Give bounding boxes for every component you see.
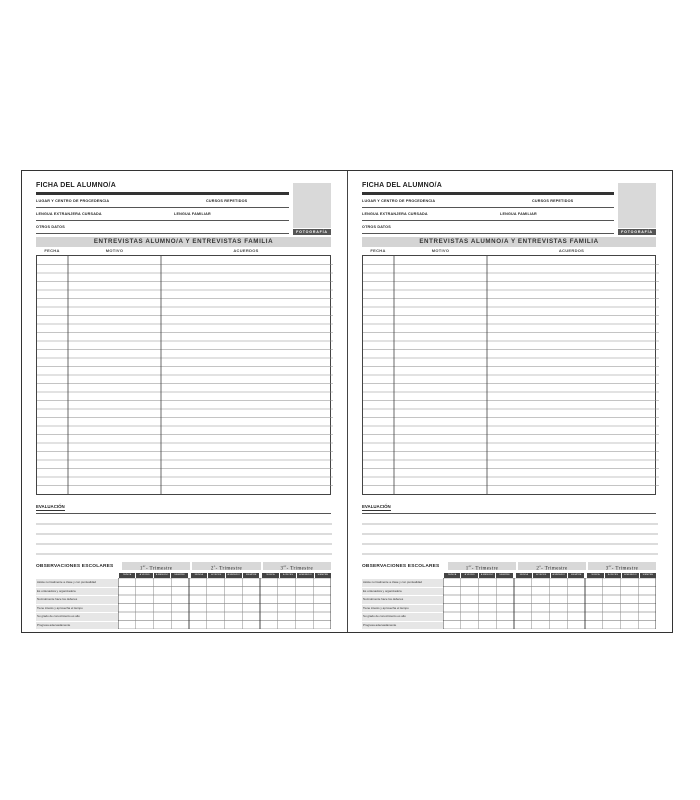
- scale-label: NUNCA: [119, 573, 135, 578]
- trimester-sup: er: [608, 564, 612, 568]
- observation-row-label: Tiene interés y aprovecha el tiempo: [36, 605, 118, 613]
- evaluation-box: [36, 513, 331, 556]
- student-header: [362, 178, 656, 234]
- field-row-2: [36, 208, 289, 221]
- trimester-num: 3: [605, 566, 609, 572]
- col-acuerdos: ACUERDOS: [233, 248, 259, 253]
- observations-title: OBSERVACIONES ESCOLARES: [362, 563, 440, 569]
- trimester-1: [122, 562, 190, 570]
- field-row-1: [36, 195, 289, 208]
- scale-label: A MENUDO: [480, 574, 494, 576]
- trimester-3: [588, 562, 656, 570]
- field-row-3: [36, 221, 289, 234]
- section-title: ENTREVISTAS ALUMNO/A Y ENTREVISTAS FAMILIA: [362, 237, 656, 247]
- scale-label: NUNCA: [516, 573, 532, 578]
- col-motivo: MOTIVO: [105, 248, 124, 253]
- scale-label: NUNCA: [262, 573, 278, 578]
- trimester-2: [518, 562, 586, 570]
- trimester-sup: o: [213, 564, 216, 568]
- col-fecha: FECHA: [44, 248, 60, 253]
- observation-row-label: Tiene interés y aprovecha el tiempo: [362, 605, 443, 613]
- field-lengua-extranjera-label: LENGUA EXTRANJERA CURSADA: [36, 212, 102, 216]
- scale-label: A MENUDO: [227, 574, 240, 576]
- trimester-3: [263, 562, 331, 570]
- scale-label: A VECES: [208, 573, 224, 578]
- field-row-2: [362, 208, 614, 221]
- field-lengua-extranjera-label: LENGUA EXTRANJERA CURSADA: [362, 212, 428, 216]
- trimester-num: 1: [465, 566, 469, 572]
- scale-label: A VECES: [533, 573, 549, 578]
- evaluation-label: EVALUACIÓN: [36, 504, 65, 509]
- section-title: ENTREVISTAS ALUMNO/A Y ENTREVISTAS FAMILIA: [36, 237, 331, 247]
- observation-row-label: Su grado de conocimiento es alto: [36, 613, 118, 621]
- scale-label: SIEMPRE: [640, 573, 656, 578]
- scale-label: A MENUDO: [624, 574, 637, 576]
- scale-label: SIEMPRE: [171, 573, 187, 578]
- scale-label: A MENUDO: [552, 574, 565, 576]
- trimester-word: - Trimestre: [611, 566, 639, 572]
- column-headers: [362, 247, 656, 255]
- observation-labels: [36, 573, 118, 630]
- scale-label: NUNCA: [191, 573, 207, 578]
- scale-label: SIEMPRE: [315, 573, 331, 578]
- observations-body: [362, 573, 656, 630]
- field-lugar-label: LUGAR Y CENTRO DE PROCEDENCIA: [36, 199, 110, 203]
- observation-row-label: Asiste normalmente a clase y con puntualidad: [36, 579, 118, 587]
- observation-cells: [118, 578, 331, 629]
- field-cursos-label: CURSOS REPETIDOS: [532, 199, 574, 203]
- observation-row-label: Progresa adecuadamente: [36, 622, 118, 630]
- column-headers: [36, 247, 331, 255]
- scale-label: A VECES: [136, 573, 152, 578]
- field-lugar-label: LUGAR Y CENTRO DE PROCEDENCIA: [362, 199, 436, 203]
- left-page: [22, 171, 347, 632]
- observation-cells-grid: [443, 578, 656, 629]
- trimester-word: - Trimestre: [215, 566, 243, 572]
- observation-row-label: Normalmente hace los deberes: [362, 596, 443, 604]
- scale-label: NUNCA: [444, 573, 460, 578]
- trimester-word: - Trimestre: [471, 566, 499, 572]
- trimester-sup: er: [468, 564, 472, 568]
- scale-label: SIEMPRE: [568, 573, 584, 578]
- notebook-spread: [21, 170, 673, 633]
- observation-row-label: Asiste normalmente a clase y con puntualidad: [362, 579, 443, 587]
- observation-row-label: Es ordenado/a y organizado/a: [362, 588, 443, 596]
- col-acuerdos: ACUERDOS: [558, 248, 585, 253]
- observation-row-label: Es ordenado/a y organizado/a: [36, 588, 118, 596]
- field-lengua-familiar-label: LENGUA FAMILIAR: [500, 212, 537, 216]
- observations-body: [36, 573, 331, 630]
- interviews-grid: [363, 256, 659, 494]
- photo-box: [293, 183, 331, 228]
- photo-label: FOTOGRAFÍA: [293, 229, 331, 235]
- trimester-2: [192, 562, 260, 570]
- col-fecha: FECHA: [370, 248, 386, 253]
- observations-title: OBSERVACIONES ESCOLARES: [36, 563, 114, 569]
- trimester-num: 1: [139, 566, 143, 572]
- evaluation-box: [362, 513, 656, 556]
- trimester-num: 3: [280, 566, 284, 572]
- field-row-1: [362, 195, 614, 208]
- page-title: FICHA DEL ALUMNO/A: [36, 182, 116, 189]
- observation-row-label: Normalmente hace los deberes: [36, 596, 118, 604]
- field-otros-label: OTROS DATOS: [362, 225, 391, 229]
- right-page: [347, 171, 672, 632]
- col-motivo: MOTIVO: [431, 248, 450, 253]
- observation-cells-grid: [118, 578, 331, 629]
- trimester-num: 2: [210, 566, 214, 572]
- trimester-word: - Trimestre: [286, 566, 314, 572]
- evaluation-lines: [36, 514, 332, 556]
- scale-label: A VECES: [461, 573, 477, 578]
- observation-row-label: Progresa adecuadamente: [362, 622, 443, 630]
- trimester-sup: er: [283, 564, 287, 568]
- scale-label: SIEMPRE: [243, 573, 259, 578]
- trimester-1: [448, 562, 516, 570]
- page-title: FICHA DEL ALUMNO/A: [362, 182, 442, 189]
- observation-grid: [118, 573, 331, 630]
- observations-header: [362, 561, 656, 571]
- trimester-word: - Trimestre: [541, 566, 568, 572]
- observation-cells: [443, 578, 656, 629]
- scale-label: A MENUDO: [299, 574, 312, 576]
- scale-label: A MENUDO: [155, 574, 169, 576]
- evaluation-lines: [362, 514, 658, 556]
- trimester-sup: o: [539, 564, 542, 568]
- trimester-word: - Trimestre: [145, 566, 173, 572]
- observation-labels: [362, 573, 443, 630]
- photo-box: [618, 183, 656, 228]
- photo-label: FOTOGRAFÍA: [618, 229, 656, 235]
- field-cursos-label: CURSOS REPETIDOS: [206, 199, 248, 203]
- student-header: [36, 178, 331, 234]
- scale-label: NUNCA: [587, 573, 603, 578]
- field-lengua-familiar-label: LENGUA FAMILIAR: [174, 212, 211, 216]
- field-otros-label: OTROS DATOS: [36, 225, 65, 229]
- trimester-sup: er: [142, 564, 146, 568]
- field-row-3: [362, 221, 614, 234]
- observation-grid: [443, 573, 656, 630]
- interviews-table: [362, 255, 656, 495]
- evaluation-label: EVALUACIÓN: [362, 504, 391, 509]
- observation-row-label: Su grado de conocimiento es alto: [362, 613, 443, 621]
- scale-label: A VECES: [605, 573, 621, 578]
- scale-label: SIEMPRE: [496, 573, 512, 578]
- interviews-grid: [37, 256, 333, 494]
- trimester-num: 2: [536, 566, 540, 572]
- observations-header: [36, 561, 331, 571]
- scale-label: A VECES: [280, 573, 296, 578]
- interviews-table: [36, 255, 331, 495]
